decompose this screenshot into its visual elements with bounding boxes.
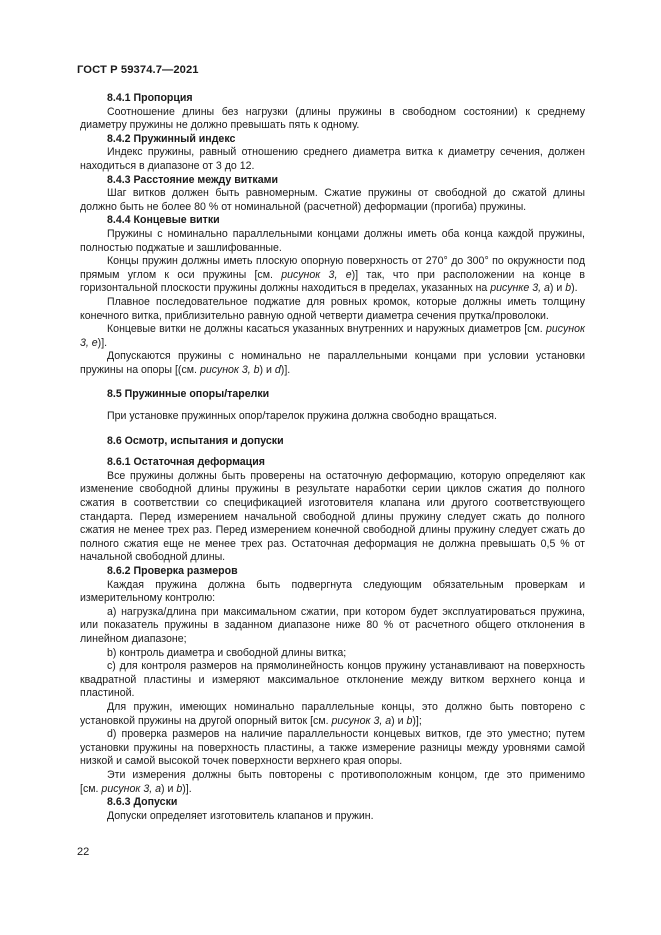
paragraph: Эти измерения должны быть повторены с противоположным концом, где это применимо [107,768,585,781]
paragraph: Индекс пружины, равный отношению среднего диаметра витка к диаметру сечения, должен находиться в диапазоне от 3 до 12. [80,146,585,172]
paragraph: Допуски определяет изготовитель клапанов и пружин. [107,809,374,822]
text-run: Допускаются пружины с номинально не параллельными концами при условии установки пружины на опоры [(см. [80,350,585,376]
text-run: ) и [161,782,177,795]
section-heading-8-4-4: 8.4.4 Концевые витки [107,214,220,227]
text-run: Концевые витки не должны касаться указанных внутренних и наружных диаметров [см. [107,323,547,336]
paragraph [80,323,585,350]
figure-reference: рисунке 3, а [490,282,550,295]
section-heading-8-6-3: 8.6.3 Допуски [107,796,178,809]
section-heading-8-5: 8.5 Пружинные опоры/тарелки [107,388,270,401]
text-run: [см. [80,782,102,795]
figure-reference: d [274,363,281,376]
paragraph: Все пружины должны быть проверены на остаточную деформацию, которую определяют как изменение свободной длины пружины в результате наработки серии циклов сжатия до полного сжатия в соответствии со спецификацией изготовителя клапана или другого соответствующего стандарта. Перед измерением начальной свободной длины пружину следует сжать до полного сжатия не менее трех раз. Перед измерением конечной свободной длины пружину следует сжать до полного сжатия еще не менее трех раз. Остаточная деформация не должна превышать 0,5 % от начальной свободной длины. [80,469,585,564]
figure-reference: рисунок 3, b [199,363,260,376]
text-run: ) и [259,363,275,376]
figure-reference: b [176,782,183,795]
text-run: )] так, что при расположении на конце в горизонтальной плоскости пружины должны находиться в пределах, указанных на [80,268,586,295]
list-item-c: с) для контроля размеров на прямолинейность концов пружину устанавливают на поверхность квадратной пластины и измеряют максимальное отклонение между витком верхнего конца и пластиной. [80,660,585,700]
paragraph: При установке пружинных опор/тарелок пружина должна свободно вращаться. [107,410,497,423]
text-run: ). [571,282,578,295]
section-heading-8-4-3: 8.4.3 Расстояние между витками [107,173,278,186]
text-run: ) и [391,714,407,727]
figure-reference: рисунок 3, а [101,782,162,795]
paragraph: Плавное последовательное поджатие для ровных кромок, которые должны иметь толщину конечного витка, приблизительно равную одной четверти диаметра сечения прутка/проволоки. [80,295,585,322]
page-number: 22 [77,846,90,858]
text-run: ) и [549,282,566,295]
paragraph [80,701,585,728]
section-heading-8-6-1: 8.6.1 Остаточная деформация [107,456,265,469]
list-item-b: b) контроль диаметра и свободной длины витка; [107,646,347,659]
section-heading-8-6: 8.6 Осмотр, испытания и допуски [107,434,284,447]
text-run: Концы пружин должны иметь плоскую опорную поверхность от 270° до 300° по окружности под прямым углом к оси пружины [см. [80,255,585,281]
document-code: ГОСТ Р 59374.7—2021 [77,64,199,76]
figure-reference: рисунок 3, е [80,323,585,349]
section-heading-8-4-1: 8.4.1 Пропорция [107,92,193,104]
text-run: )]. [280,363,291,376]
paragraph [80,255,585,296]
figure-reference: b [406,714,413,727]
text-run: )]; [412,714,422,727]
paragraph [80,350,585,377]
paragraph: Каждая пружина должна быть подвергнута следующим обязательным проверкам и измерительному контролю: [80,578,585,605]
figure-reference: рисунок 3, е [281,268,352,281]
paragraph: Шаг витков должен быть равномерным. Сжатие пружины от свободной до сжатой длины должно быть не более 80 % от номинальной (расчетной) деформации (прогиба) пружины. [80,187,585,213]
section-heading-8-6-2: 8.6.2 Проверка размеров [107,565,238,577]
document-body [80,92,585,823]
text-run: )]. [182,782,192,795]
text-run: Для пружин, имеющих номинально параллельные концы, это должно быть повторено с установкой пружины на другой опорный виток [см. [80,700,585,727]
section-heading-8-4-2: 8.4.2 Пружинный индекс [107,132,236,145]
figure-reference: рисунок 3, а [331,714,392,727]
paragraph: Соотношение длины без нагрузки (длины пружины в свободном состоянии) к среднему диаметру пружины не должно превышать пять к одному. [80,105,585,132]
paragraph-continuation [80,783,585,797]
paragraph: Пружины с номинально параллельными концами должны иметь оба конца каждой пружины, полностью поджатые и зашлифованные. [80,227,585,254]
list-item-a: а) нагрузка/длина при максимальном сжатии, при котором будет эксплуатироваться пружина, или показатель пружины в заданном диапазоне ниже 80 % от расчетного общего отклонения в линейном диапазоне; [80,605,585,645]
figure-reference: b [565,282,572,295]
text-run: )]. [97,336,108,349]
list-item-d: d) проверка размеров на наличие параллельности концевых витков, где это уместно; путем установки пружины на поверхность пластины, а также измерение разницы между уровнями самой низкой и самой высокой точек поверхности верхнего края опоры. [80,728,585,768]
